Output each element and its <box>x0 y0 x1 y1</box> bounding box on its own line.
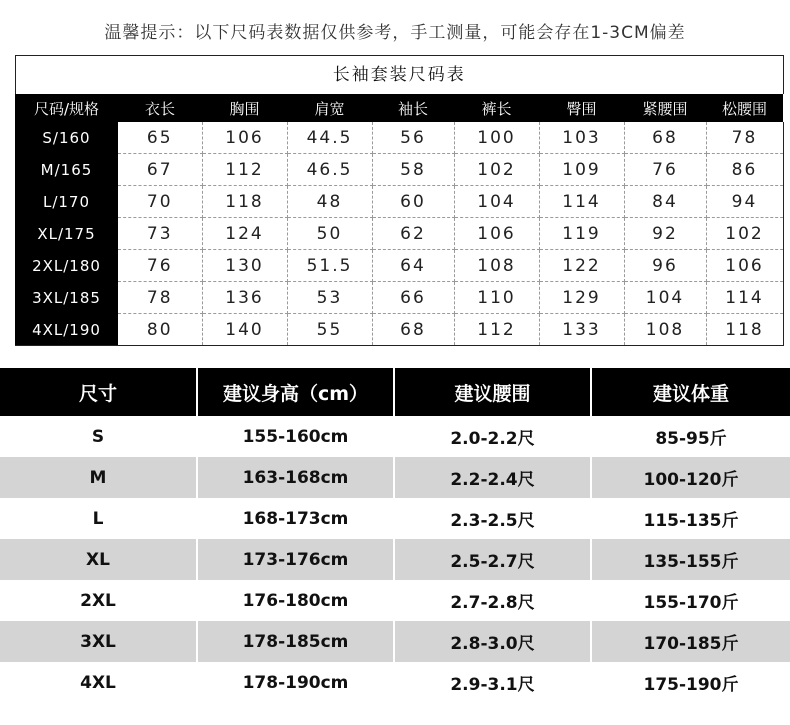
size-table-header-row <box>15 94 783 122</box>
table-row <box>15 314 783 346</box>
cell-tight-waist: 92 <box>624 218 706 250</box>
cell-length: 76 <box>118 250 202 282</box>
cell-tight-waist: 96 <box>624 250 706 282</box>
header-size-spec: 尺码/规格 <box>15 94 118 122</box>
cell-size-spec: L/170 <box>15 186 118 218</box>
cell-shoulder: 50 <box>287 218 372 250</box>
cell-weight: 115-135斤 <box>591 498 790 539</box>
cell-weight: 175-190斤 <box>591 662 790 703</box>
recommend-header-row <box>0 368 790 416</box>
header-pants-length: 裤长 <box>454 94 539 122</box>
cell-hip: 122 <box>539 250 624 282</box>
cell-height: 155-160cm <box>197 416 394 457</box>
cell-hip: 119 <box>539 218 624 250</box>
cell-chest: 140 <box>202 314 287 346</box>
cell-waist: 2.9-3.1尺 <box>394 662 591 703</box>
cell-weight: 85-95斤 <box>591 416 790 457</box>
cell-shoulder: 48 <box>287 186 372 218</box>
cell-waist: 2.8-3.0尺 <box>394 621 591 662</box>
cell-weight: 170-185斤 <box>591 621 790 662</box>
cell-hip: 114 <box>539 186 624 218</box>
cell-shoulder: 55 <box>287 314 372 346</box>
cell-size-spec: 4XL/190 <box>15 314 118 346</box>
cell-chest: 118 <box>202 186 287 218</box>
table-row <box>15 218 783 250</box>
cell-weight: 100-120斤 <box>591 457 790 498</box>
cell-size: XL <box>0 539 197 580</box>
cell-tight-waist: 68 <box>624 122 706 154</box>
cell-pants-length: 112 <box>454 314 539 346</box>
cell-hip: 133 <box>539 314 624 346</box>
size-measurement-table <box>15 55 784 346</box>
cell-size: L <box>0 498 197 539</box>
cell-chest: 106 <box>202 122 287 154</box>
cell-length: 65 <box>118 122 202 154</box>
cell-waist: 2.2-2.4尺 <box>394 457 591 498</box>
table-row <box>15 122 783 154</box>
cell-tight-waist: 108 <box>624 314 706 346</box>
cell-chest: 136 <box>202 282 287 314</box>
cell-chest: 130 <box>202 250 287 282</box>
cell-hip: 109 <box>539 154 624 186</box>
table-row <box>0 621 790 662</box>
cell-size: 4XL <box>0 662 197 703</box>
cell-waist: 2.0-2.2尺 <box>394 416 591 457</box>
cell-height: 168-173cm <box>197 498 394 539</box>
cell-size-spec: XL/175 <box>15 218 118 250</box>
cell-tight-waist: 76 <box>624 154 706 186</box>
cell-size-spec: 2XL/180 <box>15 250 118 282</box>
cell-sleeve: 68 <box>372 314 454 346</box>
cell-sleeve: 62 <box>372 218 454 250</box>
cell-loose-waist: 86 <box>706 154 783 186</box>
cell-loose-waist: 102 <box>706 218 783 250</box>
cell-length: 78 <box>118 282 202 314</box>
header-shoulder: 肩宽 <box>287 94 372 122</box>
header-tight-waist: 紧腰围 <box>624 94 706 122</box>
cell-shoulder: 44.5 <box>287 122 372 154</box>
header-sleeve: 袖长 <box>372 94 454 122</box>
cell-shoulder: 46.5 <box>287 154 372 186</box>
table-row <box>0 416 790 457</box>
cell-size: 3XL <box>0 621 197 662</box>
cell-weight: 135-155斤 <box>591 539 790 580</box>
cell-hip: 129 <box>539 282 624 314</box>
table-row <box>0 539 790 580</box>
cell-pants-length: 102 <box>454 154 539 186</box>
cell-height: 163-168cm <box>197 457 394 498</box>
cell-length: 80 <box>118 314 202 346</box>
cell-size-spec: 3XL/185 <box>15 282 118 314</box>
cell-pants-length: 106 <box>454 218 539 250</box>
cell-shoulder: 51.5 <box>287 250 372 282</box>
cell-sleeve: 60 <box>372 186 454 218</box>
table-row <box>0 580 790 621</box>
cell-shoulder: 53 <box>287 282 372 314</box>
cell-sleeve: 58 <box>372 154 454 186</box>
table-row <box>15 282 783 314</box>
cell-length: 73 <box>118 218 202 250</box>
header-loose-waist: 松腰围 <box>706 94 783 122</box>
cell-size-spec: S/160 <box>15 122 118 154</box>
header-length: 衣长 <box>118 94 202 122</box>
notice-text: 温馨提示：以下尺码表数据仅供参考，手工测量，可能会存在1-3CM偏差 <box>104 23 686 43</box>
cell-height: 173-176cm <box>197 539 394 580</box>
cell-sleeve: 56 <box>372 122 454 154</box>
cell-length: 70 <box>118 186 202 218</box>
table-row <box>15 186 783 218</box>
size-recommendation-table <box>0 368 790 703</box>
table-row <box>0 457 790 498</box>
cell-hip: 103 <box>539 122 624 154</box>
cell-height: 178-190cm <box>197 662 394 703</box>
cell-pants-length: 104 <box>454 186 539 218</box>
cell-pants-length: 100 <box>454 122 539 154</box>
cell-height: 176-180cm <box>197 580 394 621</box>
cell-loose-waist: 78 <box>706 122 783 154</box>
header-chest: 胸围 <box>202 94 287 122</box>
header-size: 尺寸 <box>0 368 197 416</box>
cell-size: M <box>0 457 197 498</box>
cell-weight: 155-170斤 <box>591 580 790 621</box>
table-row <box>15 154 783 186</box>
table-row <box>0 498 790 539</box>
cell-sleeve: 66 <box>372 282 454 314</box>
cell-pants-length: 110 <box>454 282 539 314</box>
cell-loose-waist: 114 <box>706 282 783 314</box>
cell-chest: 124 <box>202 218 287 250</box>
cell-loose-waist: 94 <box>706 186 783 218</box>
cell-pants-length: 108 <box>454 250 539 282</box>
cell-chest: 112 <box>202 154 287 186</box>
cell-size: S <box>0 416 197 457</box>
table-row <box>15 250 783 282</box>
cell-tight-waist: 84 <box>624 186 706 218</box>
cell-loose-waist: 106 <box>706 250 783 282</box>
cell-sleeve: 64 <box>372 250 454 282</box>
header-waist: 建议腰围 <box>394 368 591 416</box>
table-row <box>0 662 790 703</box>
cell-waist: 2.7-2.8尺 <box>394 580 591 621</box>
cell-size: 2XL <box>0 580 197 621</box>
size-table-title: 长袖套装尺码表 <box>15 55 784 94</box>
cell-loose-waist: 118 <box>706 314 783 346</box>
cell-size-spec: M/165 <box>15 154 118 186</box>
header-height: 建议身高（cm） <box>197 368 394 416</box>
header-weight: 建议体重 <box>591 368 790 416</box>
header-hip: 臀围 <box>539 94 624 122</box>
cell-waist: 2.5-2.7尺 <box>394 539 591 580</box>
cell-height: 178-185cm <box>197 621 394 662</box>
cell-waist: 2.3-2.5尺 <box>394 498 591 539</box>
cell-length: 67 <box>118 154 202 186</box>
cell-tight-waist: 104 <box>624 282 706 314</box>
